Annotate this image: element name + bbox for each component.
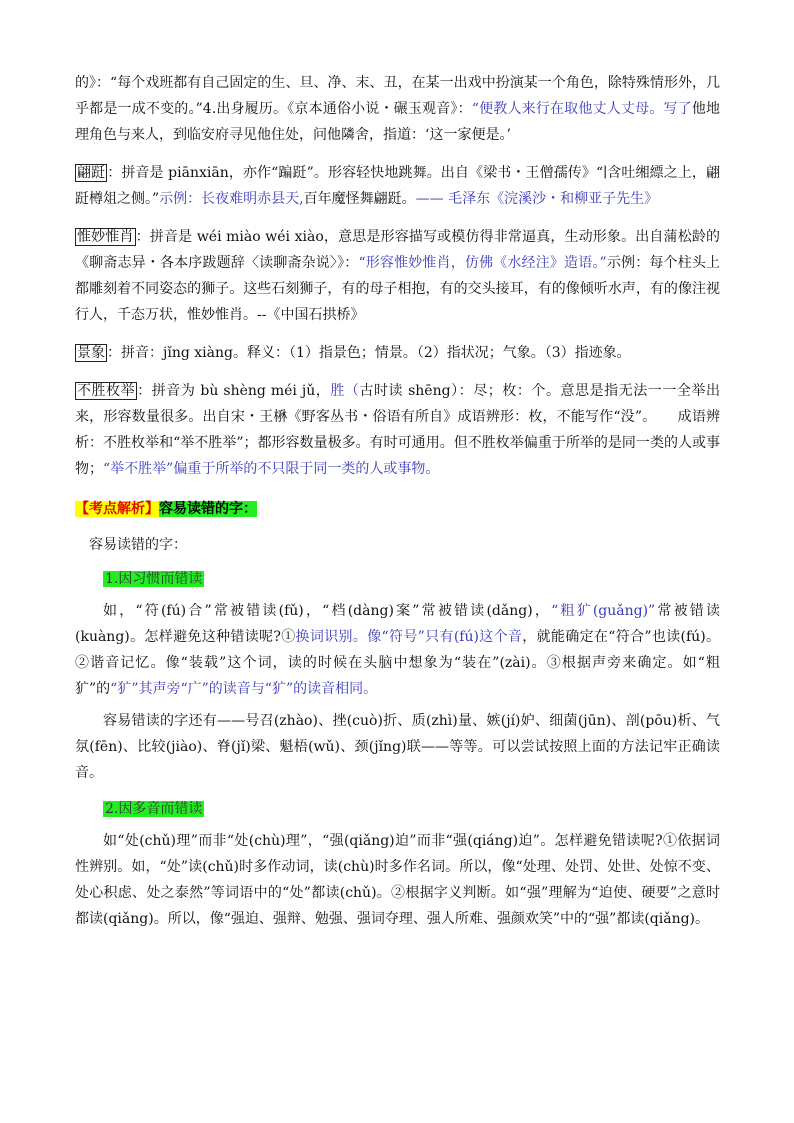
subtitle: 容易读错的字： (89, 537, 187, 553)
entry-text: ：拼音为 bù shèng méi jǔ， (137, 383, 331, 399)
section1-heading-line (103, 566, 720, 592)
example-source: —— 毛泽东《浣溪沙・和柳亚子先生》 (415, 191, 659, 207)
intro-text-end: 他地理角色与来人，到临安府寻见他住处，问他隣舍，指道：‘这一家便是。’ (75, 101, 721, 143)
entry-text: ：拼音是 piānxiān，亦作“蹁跹”。形容轻快地跳舞。出自《梁书・王僧孺传》“ (107, 165, 604, 181)
section2-heading: 2.因多音而错读 (105, 801, 203, 817)
entry-text: ：拼音：jǐng xiàng。释义：（1）指景色；情景。（2）指状况；气象。（3）指迹象。 (107, 345, 631, 361)
entry-text: ：拼音是 wéi miào wéi xiào，意思是形容描写或模仿得非常逼真，生动形象。出自蒲松龄的《聊斋志异・各本序跋题辞〈读聊斋杂说〉》： (75, 229, 721, 271)
entry-sheng: 胜（ (330, 383, 360, 399)
paragraph-intro (75, 70, 720, 148)
section2-paragraph1: 如“处(chǔ)理”而非“处(chù)理”，“强(qiǎng)迫”而非“强(qiáng)迫”。怎样避免错读呢?①依据词性辨别。如，“处”读(chǔ)时多作动词，读(chù)时多作名词。所以，像“处理、处罚、处世、处惊不变、处心积虑、处之泰然”等词语中的“处”都读(chǔ)。②根据字义判断。如“强”理解为“迫使、硬要”之意时都读(qiǎng)。所以，像“强迫、强辩、勉强、强词夺理、强人所难、强颜欢笑”中的“强”都读(qiǎng)。 (75, 833, 720, 927)
entry-quote: ∣含吐缃縹之上，翩跹樽俎之侧。 (75, 165, 721, 207)
term-box: 不胜枚举 (77, 383, 136, 399)
term-box: 惟妙惟肖 (77, 229, 134, 245)
section1-paragraph2: 容易错读的字还有——号召(zhào)、挫(cuò)折、质(zhì)量、嫉(jí)妒、细菌(jūn)、剖(pōu)析、气氛(fēn)、比较(jiào)、脊(jǐ)梁、魁梧(wǔ)、颈(jǐng)联——等等。可以尝试按照上面的方法记牢正确读音。 (75, 713, 720, 781)
section1-heading: 1.因习惯而错读 (105, 571, 203, 587)
entry-weimiaoweixiao (75, 224, 720, 328)
entry-bushengmeiju (75, 378, 720, 482)
section1-paragraph1: 如，“符(fú)合”常被错读(fǔ)，“档(dàng)案”常被错读(dǎng)，“粗犷(guǎng)”常被错读(kuàng)。怎样避免这种错读呢?①换词识别。像“符号”只有(fú)这个音，就能确定在“符合”也读(fú)。②谐音记忆。像“装载”这个词，读的时候在头脑中想象为“装在”(zài)。③根据声旁来确定。如“粗犷”的“犷”其声旁“广”的读音与“犷”的读音相同。 (75, 603, 720, 697)
entry-pianxian (75, 160, 720, 212)
entry-quote-end: ” (152, 191, 160, 207)
entry-text-cont: 古时读 shēng）：尽；枚：个。意思是指无法一一全举出来，形容数量很多。出自宋・王楙《野客丛书・俗语有所自》成语辨形：枚，不能写作“没”。 成语辨析：不胜枚举和“举不胜举”；都形容数量极多。有时可通用。但不胜枚举偏重于所举的是同一类的人或事物； (75, 383, 721, 477)
entry-quote: “形容惟妙惟肖，仿佛《水经注》造语。” (358, 255, 607, 271)
term-box: 景象 (77, 345, 105, 361)
entry-analysis-end: “举不胜举”偏重于所举的不只限于同一类的人或事物。 (103, 461, 440, 477)
intro-text: 的》：“每个戏班都有自己固定的生、旦、净、末、丑，在某一出戏中扮演某一个角色，除特殊情形外，几乎都是一成不变的。”4.出身履历。《京本通俗小说・碾玉观音》： (75, 75, 720, 117)
example-text: 示例：每个柱头上都雕刻着不同姿态的狮子。这些石刻狮子，有的母子相抱，有的交头接耳，有的像倾听水声，有的像注视行人，千态万状，惟妙惟肖。--《中国石拱桥》 (75, 255, 721, 323)
section2-heading-line (103, 796, 720, 822)
kaodian-heading (75, 496, 720, 522)
kaodian-tag: 【考点解析】 (75, 501, 159, 517)
entry-jingxiang (75, 340, 720, 366)
kaodian-title: 容易读错的字： (159, 501, 257, 517)
intro-quote: “便教人来行在取他丈人丈母。写了 (471, 101, 692, 117)
example-text: 百年魔怪舞翩跹。 (303, 191, 416, 207)
document-page (75, 70, 720, 932)
example-label: 示例：长夜难明赤县天, (159, 191, 304, 207)
term-box: 翩跹 (77, 165, 106, 181)
